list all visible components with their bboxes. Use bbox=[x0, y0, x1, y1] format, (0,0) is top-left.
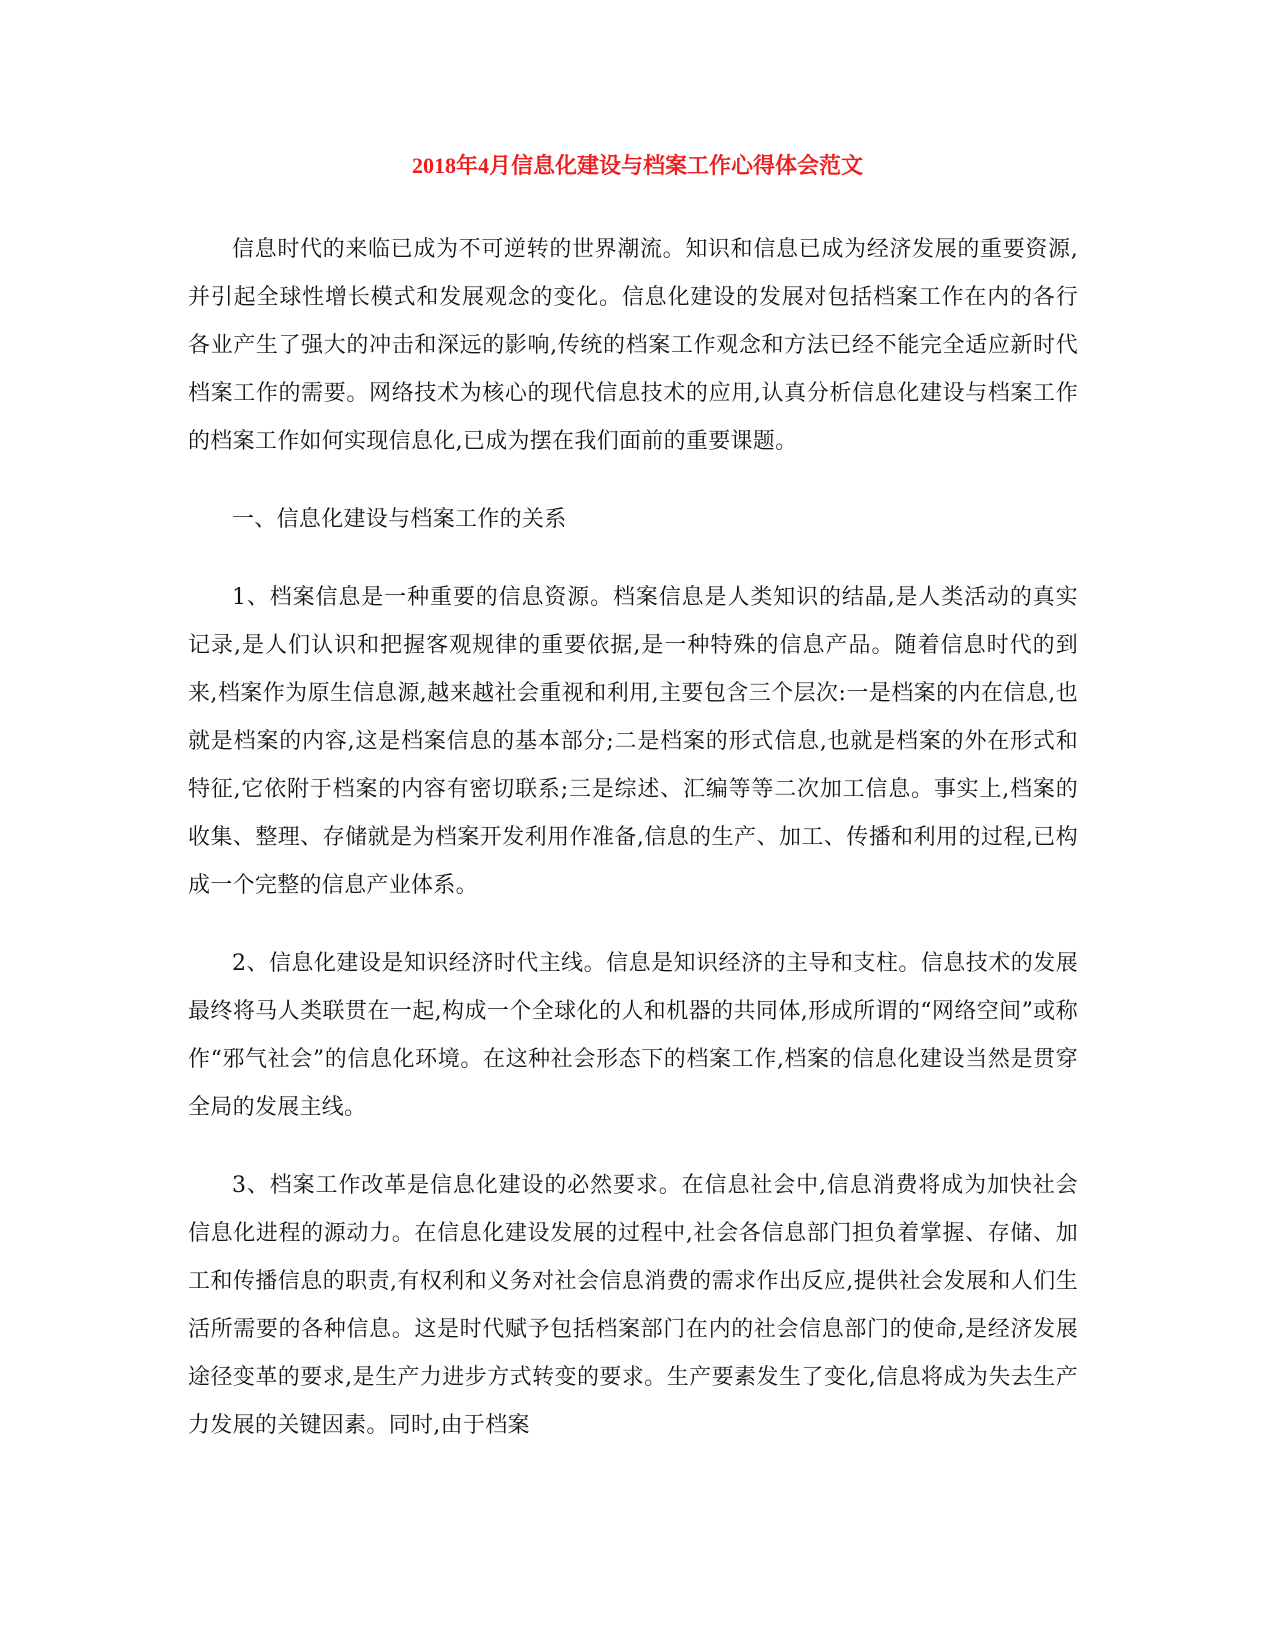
section-heading: 一、信息化建设与档案工作的关系 bbox=[232, 507, 567, 532]
document-title: 2018年4月信息化建设与档案工作心得体会范文 bbox=[411, 153, 863, 178]
document-body bbox=[188, 226, 1078, 1480]
paragraph-intro: 信息时代的来临已成为不可逆转的世界潮流。知识和信息已成为经济发展的重要资源,并引起全球性增长模式和发展观念的变化。信息化建设的发展对包括档案工作在内的各行各业产生了强大的冲击和深远的影响,传统的档案工作观念和方法已经不能完全适应新时代档案工作的需要。网络技术为核心的现代信息技术的应用,认真分析信息化建设与档案工作的档案工作如何实现信息化,已成为摆在我们面前的重要课题。 bbox=[188, 237, 1078, 454]
paragraph-point-1: 1、档案信息是一种重要的信息资源。档案信息是人类知识的结晶,是人类活动的真实记录,是人们认识和把握客观规律的重要依据,是一种特殊的信息产品。随着信息时代的到来,档案作为原生信息源,越来越社会重视和利用,主要包含三个层次:一是档案的内在信息,也就是档案的内容,这是档案信息的基本部分;二是档案的形式信息,也就是档案的外在形式和特征,它依附于档案的内容有密切联系;三是综述、汇编等等二次加工信息。事实上,档案的收集、整理、存储就是为档案开发利用作准备,信息的生产、加工、传播和利用的过程,已构成一个完整的信息产业体系。 bbox=[188, 585, 1078, 898]
paragraph-point-3: 3、档案工作改革是信息化建设的必然要求。在信息社会中,信息消费将成为加快社会信息化进程的源动力。在信息化建设发展的过程中,社会各信息部门担负着掌握、存储、加工和传播信息的职责,有权利和义务对社会信息消费的需求作出反应,提供社会发展和人们生活所需要的各种信息。这是时代赋予包括档案部门在内的社会信息部门的使命,是经济发展途径变革的要求,是生产力进步方式转变的要求。生产要素发生了变化,信息将成为失去生产力发展的关键因素。同时,由于档案 bbox=[188, 1173, 1078, 1438]
paragraph-point-2: 2、信息化建设是知识经济时代主线。信息是知识经济的主导和支柱。信息技术的发展最终将马人类联贯在一起,构成一个全球化的人和机器的共同体,形成所谓的“网络空间”或称作“邪气社会”的信息化环境。在这种社会形态下的档案工作,档案的信息化建设当然是贯穿全局的发展主线。 bbox=[188, 951, 1078, 1120]
